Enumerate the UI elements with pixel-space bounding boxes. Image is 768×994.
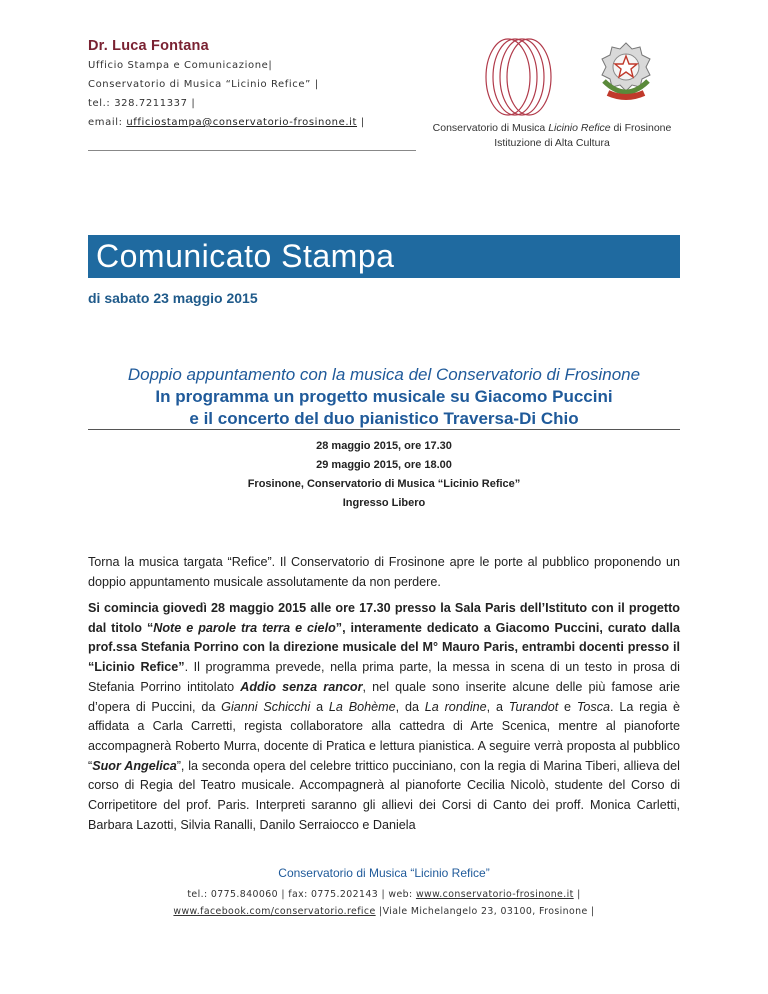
contact-divider [88,150,416,151]
press-date: di sabato 23 maggio 2015 [88,290,258,306]
body-paragraph-1: Torna la musica targata “Refice”. Il Conservatorio di Frosinone apre le porte al pubblico proponendo un doppio appuntamento musicale assolutamente da non perdere. [88,555,680,589]
phone-value: 328.7211337 | [114,98,196,109]
conservatory-rings-logo [486,39,551,115]
conservatory-logo-svg [470,35,670,129]
banner-title: Comunicato Stampa [96,238,395,274]
footer-name: Conservatorio di Musica “Licinio Refice” [278,866,490,880]
footer-phone: 0775.840060 [210,889,278,900]
footer-facebook-link[interactable]: www.facebook.com/conservatorio.refice [173,906,376,917]
contact-name: Dr. Luca Fontana [88,38,209,54]
footer-contacts: tel.: 0775.840060 | fax: 0775.202143 | web: www.conservatorio-frosinone.it | [187,889,581,900]
institution-line1: Conservatorio di Musica Licinio Refice di Frosinone [432,122,672,134]
event-details [88,437,680,513]
footer-address: Viale Michelangelo 23, 03100, Frosinone [382,906,588,917]
event-location: Frosinone, Conservatorio di Musica “Licinio Refice” [247,478,521,490]
headline-line3: e il concerto del duo pianistico Traversa-Di Chio [189,409,579,428]
contact-block [88,38,428,132]
footer [88,866,680,920]
email-label: email: [88,117,123,128]
contact-email [88,113,428,132]
italian-republic-emblem [602,43,650,97]
institution-line2: Istituzione di Alta Cultura [494,137,610,149]
logos [470,35,670,129]
headline-line2: In programma un progetto musicale su Giacomo Puccini [155,387,613,406]
headline-block [88,364,680,430]
event-entry: Ingresso Libero [342,497,426,509]
contact-office: Ufficio Stampa e Comunicazione| [88,60,273,71]
phone-label: tel.: [88,98,111,109]
contact-phone [88,94,428,113]
email-separator: | [360,117,365,128]
headline-divider [88,429,680,430]
email-link[interactable]: ufficiostampa@conservatorio-frosinone.it [126,117,358,128]
body-paragraph-2: Si comincia giovedì 28 maggio 2015 alle ore 17.30 presso la Sala Paris dell’Istituto con il progetto dal titolo “Note e parole tra terra e cielo”, interamente dedicato a Giacomo Puccini, curato dalla prof.ssa Stefania Porrino con la direzione musicale del M° Mauro Paris, entrambi docenti presso il “Licinio Refice”. Il programma prevede, nella prima parte, la messa in scena di un testo in prosa di Stefania Porrino intitolato Addio senza rancor, nel quale sono inserite alcune delle più famose arie d’opera di Puccini, da Gianni Schicchi a La Bohème, da La rondine, a Turandot e Tosca. La regia è affidata a Carla Carretti, regista collaboratore alla cattedra di Arte Scenica, mentre al pianoforte accompagnerà Roberto Murra, docente di Pratica e lettura pianistica. A seguire verrà proposta al pubblico “Suor Angelica”, la seconda opera del celebre trittico pucciniano, con la regia di Marina Tiberi, allieva del corso di Regia del Teatro musicale. Accompagnerà al pianoforte Cecilia Nicolò, studente del Corso di Corripetitore del prof. Paris. Interpreti saranno gli allievi dei Corsi di Canto dei proff. Monica Carletti, Barbara Lazotti, Silvia Ranalli, Danilo Serraiocco e Daniela [88,601,681,832]
event-date-2: 29 maggio 2015, ore 18.00 [316,459,452,471]
headline-line1: Doppio appuntamento con la musica del Conservatorio di Frosinone [127,365,641,384]
footer-social-address: www.facebook.com/conservatorio.refice |Viale Michelangelo 23, 03100, Frosinone | [173,906,595,917]
footer-website-link[interactable]: www.conservatorio-frosinone.it [415,889,574,900]
contact-institution: Conservatorio di Musica “Licinio Refice” | [88,79,319,90]
event-date-1: 28 maggio 2015, ore 17.30 [316,440,452,452]
institution-name [420,121,684,151]
footer-fax: 0775.202143 [311,889,379,900]
